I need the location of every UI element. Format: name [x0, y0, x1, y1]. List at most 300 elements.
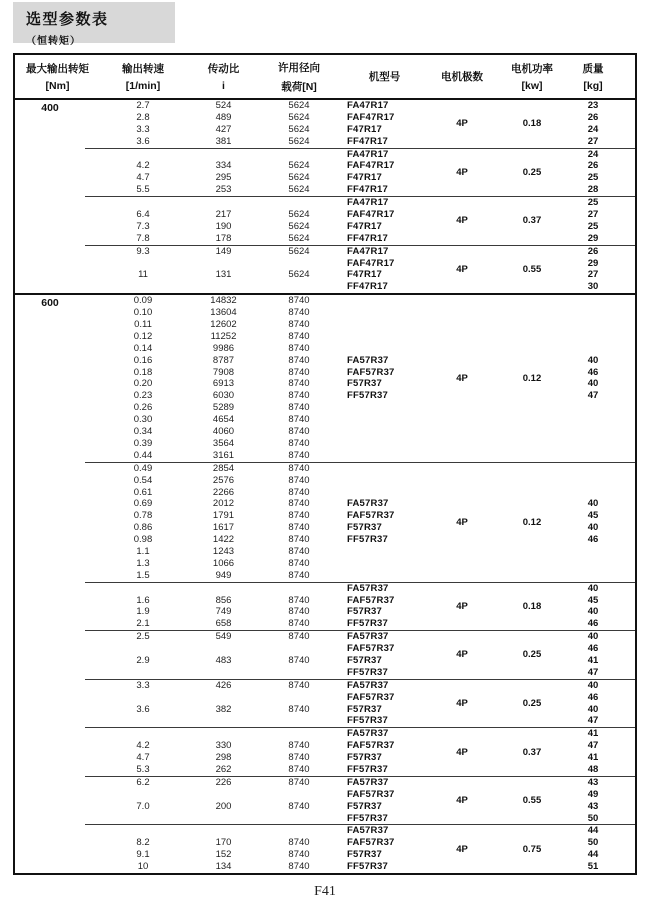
ratio-column — [186, 295, 261, 461]
ratio-value: 295 — [215, 172, 232, 184]
mass-column — [572, 149, 614, 197]
model-value: FA57R37 — [347, 679, 389, 691]
ratio-value: 4060 — [212, 426, 235, 438]
torque-section — [15, 293, 635, 873]
mass-value: 27 — [587, 135, 599, 147]
model-column — [337, 631, 432, 679]
load-value: 8740 — [288, 569, 310, 581]
speed-value: 0.12 — [133, 330, 153, 342]
ratio-value: 149 — [215, 245, 232, 257]
motor-poles-value: 4P — [456, 843, 468, 855]
load-value: 8740 — [288, 703, 310, 715]
speed-value: 0.18 — [133, 366, 153, 378]
model-value: FF57R37 — [347, 534, 389, 546]
model-value: FAF57R37 — [347, 691, 395, 703]
ratio-column — [186, 463, 261, 582]
speed-value: 0.11 — [134, 319, 152, 331]
speed-value: 0.26 — [133, 402, 153, 414]
ratio-value: 334 — [215, 160, 232, 172]
load-value: 8740 — [288, 618, 310, 630]
load-value: 8740 — [288, 402, 310, 414]
header-unit: [kw] — [521, 80, 543, 92]
mass-value: 41 — [587, 654, 599, 666]
ratio-value: 262 — [215, 763, 232, 775]
header-label: 电机功率 — [511, 63, 553, 75]
load-value — [261, 692, 337, 704]
motor-power-value: 0.55 — [522, 795, 542, 807]
mass-value: 46 — [587, 691, 599, 703]
speed-value: 3.3 — [136, 123, 150, 135]
speed-value — [100, 715, 186, 727]
radial-load-column — [261, 680, 337, 728]
ratio-value: 2266 — [212, 486, 235, 498]
model-value: FAF57R37 — [347, 788, 395, 800]
ratio-value — [186, 583, 261, 595]
table-header-row — [15, 55, 635, 100]
gear-group — [85, 196, 635, 245]
header-unit: [1/min] — [125, 80, 161, 92]
model-value: FAF47R17 — [347, 257, 395, 269]
load-value: 5624 — [288, 111, 310, 123]
gear-group — [85, 462, 635, 582]
mass-value: 26 — [587, 111, 599, 123]
load-value: 8740 — [288, 522, 310, 534]
model-value: FF57R37 — [347, 861, 389, 873]
model-value: FA47R17 — [347, 100, 389, 111]
ratio-value — [186, 643, 261, 655]
speed-value — [100, 692, 186, 704]
speed-value: 5.5 — [136, 184, 150, 196]
speed-value: 0.30 — [133, 414, 153, 426]
load-value: 8740 — [288, 763, 310, 775]
model-value: FF57R37 — [347, 812, 389, 824]
speed-value: 0.10 — [133, 307, 153, 319]
model-value: F57R37 — [347, 703, 382, 715]
speed-value: 1.9 — [136, 606, 150, 618]
speed-value: 7.8 — [136, 232, 150, 244]
speed-value: 3.3 — [136, 679, 150, 691]
ratio-value: 9986 — [212, 342, 235, 354]
speed-value: 9.1 — [136, 849, 150, 861]
model-value: FF57R37 — [347, 390, 389, 402]
ratio-value: 426 — [215, 679, 232, 691]
model-value: FAF57R37 — [347, 643, 395, 655]
speed-value — [100, 197, 186, 209]
speed-value — [100, 281, 186, 293]
ratio-value: 131 — [215, 269, 232, 281]
mass-value — [572, 295, 614, 307]
gear-group — [85, 245, 635, 294]
ratio-value — [186, 258, 261, 270]
speed-value: 2.9 — [136, 654, 150, 666]
ratio-value: 489 — [215, 111, 232, 123]
speed-value: 0.78 — [133, 510, 153, 522]
ratio-value: 1066 — [212, 557, 235, 569]
model-value — [337, 570, 432, 582]
mass-value — [572, 558, 614, 570]
model-value — [337, 426, 432, 438]
load-value — [261, 715, 337, 727]
mass-value — [572, 570, 614, 582]
model-value: F47R17 — [347, 220, 382, 232]
output-speed-column — [100, 728, 186, 776]
ratio-value: 190 — [215, 220, 232, 232]
mass-value: 23 — [587, 100, 599, 111]
load-value: 8740 — [288, 861, 310, 873]
header-unit: i — [222, 80, 225, 92]
ratio-value: 381 — [215, 135, 232, 147]
motor-poles-value: 4P — [456, 372, 468, 384]
ratio-value: 949 — [215, 569, 232, 581]
header-label: 电机极数 — [441, 71, 483, 83]
speed-value: 3.6 — [136, 703, 150, 715]
ratio-column — [186, 680, 261, 728]
motor-power-value: 0.25 — [522, 166, 542, 178]
motor-poles-value: 4P — [456, 516, 468, 528]
model-value: FF47R17 — [347, 184, 389, 196]
speed-value: 6.2 — [136, 776, 150, 788]
load-value: 8740 — [288, 307, 310, 319]
load-value: 8740 — [288, 295, 310, 307]
load-value: 8740 — [288, 366, 310, 378]
model-value: FA57R37 — [347, 728, 389, 740]
ratio-value: 2854 — [212, 462, 235, 474]
load-value: 5624 — [288, 184, 310, 196]
model-value — [337, 343, 432, 355]
header-motor-poles — [432, 55, 492, 98]
output-speed-column — [100, 246, 186, 294]
header-motor-power — [492, 55, 572, 98]
mass-value: 40 — [587, 498, 599, 510]
output-speed-column — [100, 197, 186, 245]
output-speed-column — [100, 149, 186, 197]
mass-value — [572, 331, 614, 343]
speed-value: 5.3 — [136, 763, 150, 775]
output-speed-column — [100, 295, 186, 461]
mass-value — [572, 546, 614, 558]
mass-value: 24 — [587, 123, 599, 135]
motor-power-value: 0.12 — [522, 372, 542, 384]
page-subtitle: （恒转矩） — [26, 36, 81, 47]
load-value: 8740 — [288, 740, 310, 752]
motor-poles-value: 4P — [456, 600, 468, 612]
mass-value: 25 — [587, 220, 599, 232]
ratio-value: 1617 — [212, 522, 235, 534]
ratio-value: 658 — [215, 618, 232, 630]
mass-value: 30 — [587, 281, 599, 293]
motor-power-value: 0.25 — [522, 698, 542, 710]
radial-load-column — [261, 246, 337, 294]
mass-value — [572, 402, 614, 414]
speed-value: 4.7 — [136, 752, 150, 764]
ratio-column — [186, 246, 261, 294]
gear-group — [85, 148, 635, 197]
header-unit: 载荷[N] — [281, 80, 317, 93]
mass-value: 25 — [587, 197, 599, 209]
model-value: F47R17 — [347, 172, 382, 184]
mass-value — [572, 414, 614, 426]
speed-value: 0.98 — [133, 534, 153, 546]
ratio-value: 14832 — [210, 295, 237, 307]
mass-value: 28 — [587, 184, 599, 196]
load-value: 8740 — [288, 557, 310, 569]
ratio-value: 330 — [215, 740, 232, 752]
model-value: FA57R37 — [347, 825, 389, 837]
model-value: FA57R37 — [347, 354, 389, 366]
ratio-value: 170 — [215, 837, 232, 849]
model-column — [337, 463, 432, 582]
ratio-value: 524 — [215, 100, 232, 111]
ratio-column — [186, 100, 261, 148]
ratio-value: 3161 — [212, 449, 235, 461]
model-value: FAF47R17 — [347, 160, 395, 172]
load-value: 5624 — [288, 232, 310, 244]
motor-poles-value: 4P — [456, 118, 468, 130]
model-value: FAF57R37 — [347, 366, 395, 378]
gear-group — [85, 679, 635, 728]
model-value: F57R37 — [347, 800, 382, 812]
ratio-value — [186, 825, 261, 837]
speed-value: 0.54 — [133, 474, 153, 486]
ratio-value: 3564 — [212, 437, 235, 449]
model-value: F57R37 — [347, 654, 382, 666]
model-value — [337, 463, 432, 475]
ratio-value: 483 — [215, 654, 232, 666]
header-label: 传动比 — [207, 63, 240, 75]
speed-value: 11 — [138, 269, 148, 281]
header-mass — [572, 55, 614, 98]
load-value — [261, 789, 337, 801]
model-value: FF57R37 — [347, 666, 389, 678]
selection-parameter-table — [13, 53, 637, 875]
mass-column — [572, 295, 614, 461]
mass-column — [572, 825, 614, 873]
model-value: F57R37 — [347, 849, 382, 861]
header-label: 许用径向 — [278, 61, 320, 74]
mass-value: 40 — [587, 582, 599, 594]
header-model-number — [337, 55, 432, 98]
mass-value: 46 — [587, 618, 599, 630]
motor-poles-value: 4P — [456, 795, 468, 807]
ratio-value: 13604 — [210, 307, 237, 319]
load-value: 8740 — [288, 354, 310, 366]
speed-value — [100, 825, 186, 837]
radial-load-column — [261, 197, 337, 245]
load-value: 8740 — [288, 449, 310, 461]
motor-power-value: 0.25 — [522, 649, 542, 661]
gear-group — [85, 295, 635, 461]
speed-value: 7.3 — [136, 220, 150, 232]
ratio-value: 226 — [215, 776, 232, 788]
mass-value — [572, 307, 614, 319]
mass-value: 46 — [587, 534, 599, 546]
speed-value — [100, 149, 186, 161]
model-value: FAF57R37 — [347, 837, 395, 849]
mass-value: 26 — [587, 160, 599, 172]
mass-value: 50 — [587, 837, 599, 849]
mass-column — [572, 631, 614, 679]
ratio-value: 217 — [215, 209, 232, 221]
mass-column — [572, 246, 614, 294]
model-value: FF57R37 — [347, 715, 389, 727]
model-column — [337, 246, 432, 294]
model-value: FF47R17 — [347, 281, 389, 293]
load-value: 5624 — [288, 135, 310, 147]
load-value: 5624 — [288, 172, 310, 184]
model-value: FAF57R37 — [347, 740, 395, 752]
mass-column — [572, 197, 614, 245]
ratio-value: 6030 — [212, 390, 235, 402]
ratio-value — [186, 692, 261, 704]
header-permissible-radial-load — [261, 55, 337, 98]
speed-value: 2.7 — [136, 100, 150, 111]
load-value — [261, 583, 337, 595]
ratio-value: 1791 — [212, 510, 235, 522]
mass-value: 27 — [587, 209, 599, 221]
mass-value — [572, 450, 614, 462]
model-value — [337, 546, 432, 558]
model-value: F57R37 — [347, 752, 382, 764]
speed-value: 0.44 — [133, 449, 153, 461]
mass-column — [572, 728, 614, 776]
model-value: FA57R37 — [347, 582, 389, 594]
title-box — [13, 2, 175, 47]
model-value: FA47R17 — [347, 197, 389, 209]
model-value — [337, 475, 432, 487]
load-value: 8740 — [288, 474, 310, 486]
mass-value: 47 — [587, 666, 599, 678]
model-column — [337, 777, 432, 825]
gear-group — [85, 100, 635, 148]
load-value: 8740 — [288, 679, 310, 691]
mass-column — [572, 583, 614, 631]
load-value: 8740 — [288, 390, 310, 402]
load-value: 8740 — [288, 510, 310, 522]
ratio-value: 1243 — [212, 545, 235, 557]
header-label: 输出转速 — [122, 63, 164, 75]
mass-value — [572, 463, 614, 475]
mass-value: 40 — [587, 679, 599, 691]
load-value: 5624 — [288, 160, 310, 172]
speed-value: 3.6 — [136, 135, 150, 147]
mass-value: 24 — [587, 148, 599, 160]
load-value: 8740 — [288, 631, 310, 643]
mass-value: 49 — [587, 788, 599, 800]
model-value: FAF57R37 — [347, 594, 395, 606]
model-value: F57R37 — [347, 378, 382, 390]
radial-load-column — [261, 295, 337, 461]
model-value: FA47R17 — [347, 148, 389, 160]
ratio-value — [186, 281, 261, 293]
header-label: 机型号 — [368, 71, 401, 83]
header-label: 最大输出转矩 — [26, 63, 89, 75]
speed-value — [100, 583, 186, 595]
model-value: FF47R17 — [347, 232, 389, 244]
speed-value: 0.61 — [133, 486, 153, 498]
speed-value: 1.5 — [136, 569, 150, 581]
speed-value — [100, 643, 186, 655]
ratio-value — [186, 813, 261, 825]
speed-value: 0.23 — [133, 390, 153, 402]
model-value: FA57R37 — [347, 498, 389, 510]
load-value — [261, 149, 337, 161]
model-value: FAF57R37 — [347, 510, 395, 522]
speed-value — [100, 728, 186, 740]
model-value — [337, 307, 432, 319]
speed-value: 6.4 — [136, 209, 150, 221]
mass-value: 46 — [587, 366, 599, 378]
radial-load-column — [261, 100, 337, 148]
load-value: 8740 — [288, 594, 310, 606]
speed-value: 0.49 — [133, 462, 153, 474]
model-value — [337, 331, 432, 343]
model-column — [337, 583, 432, 631]
load-value — [261, 281, 337, 293]
model-value: FA47R17 — [347, 245, 389, 257]
model-value: FA57R37 — [347, 631, 389, 643]
load-value: 8740 — [288, 837, 310, 849]
model-value: FF57R37 — [347, 763, 389, 775]
gear-group — [85, 630, 635, 679]
header-unit: [kg] — [583, 80, 603, 92]
load-value — [261, 825, 337, 837]
motor-power-value: 0.37 — [522, 746, 542, 758]
mass-value: 47 — [587, 390, 599, 402]
header-max-output-torque — [15, 55, 100, 98]
load-value — [261, 813, 337, 825]
header-output-speed — [100, 55, 186, 98]
mass-value: 40 — [587, 354, 599, 366]
ratio-value — [186, 667, 261, 679]
model-column — [337, 728, 432, 776]
ratio-value — [186, 728, 261, 740]
speed-value: 1.3 — [136, 557, 150, 569]
load-value — [261, 643, 337, 655]
model-value — [337, 402, 432, 414]
radial-load-column — [261, 463, 337, 582]
ratio-column — [186, 825, 261, 873]
speed-value: 0.69 — [133, 498, 153, 510]
motor-poles-value: 4P — [456, 263, 468, 275]
model-column — [337, 197, 432, 245]
load-value — [261, 197, 337, 209]
load-value: 5624 — [288, 100, 310, 111]
speed-value — [100, 667, 186, 679]
output-speed-column — [100, 583, 186, 631]
model-column — [337, 149, 432, 197]
load-value: 8740 — [288, 849, 310, 861]
speed-value: 4.2 — [136, 740, 150, 752]
ratio-value — [186, 715, 261, 727]
speed-value: 1.1 — [136, 545, 150, 557]
ratio-value: 134 — [215, 861, 232, 873]
speed-value — [100, 258, 186, 270]
ratio-value: 2012 — [212, 498, 235, 510]
model-value: FF47R17 — [347, 135, 389, 147]
mass-value: 43 — [587, 800, 599, 812]
load-value: 8740 — [288, 342, 310, 354]
ratio-value: 749 — [215, 606, 232, 618]
load-value — [261, 667, 337, 679]
speed-value: 0.14 — [133, 342, 153, 354]
model-value — [337, 319, 432, 331]
motor-power-value: 0.12 — [522, 516, 542, 528]
mass-value: 40 — [587, 631, 599, 643]
ratio-value: 7908 — [212, 366, 235, 378]
load-value: 8740 — [288, 800, 310, 812]
mass-value: 47 — [587, 740, 599, 752]
gear-group — [85, 582, 635, 631]
